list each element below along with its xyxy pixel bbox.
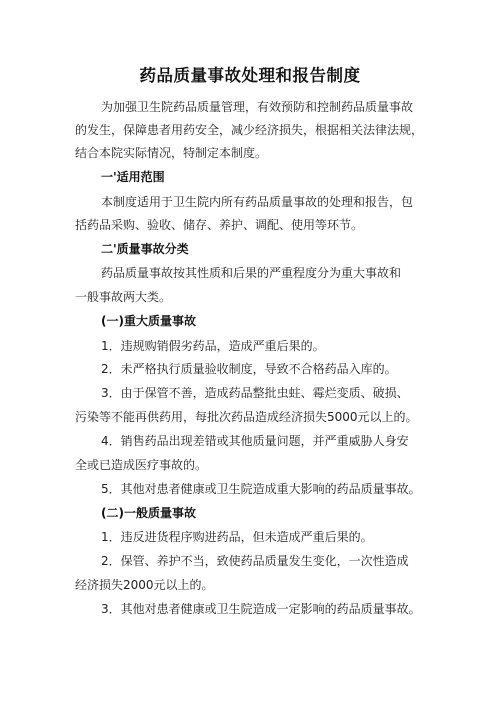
- paragraph-line: 一般事故两大类。: [75, 290, 172, 304]
- intro-line: 为加强卫生院药品质量管理，有效预防和控制药品质量事故: [101, 100, 414, 114]
- list-item-continuation: 污染等不能再供药用，每批次药品造成经济损失5000元以上的。: [75, 410, 418, 424]
- list-item-continuation: 经济损失2000元以上的。: [75, 578, 214, 592]
- list-item: 4．销售药品出现差错或其他质量问题，并严重威胁人身安: [101, 434, 409, 448]
- paragraph-line: 括药品采购、验收、储存、养护、调配、使用等环节。: [75, 218, 364, 232]
- list-item: 3．其他对患者健康或卫生院造成一定影响的药品质量事故。: [101, 602, 421, 616]
- intro-line: 结合本院实际情况，特制定本制度。: [75, 146, 268, 160]
- list-item: 1．违反进货程序购进药品，但未造成严重后果的。: [101, 530, 373, 544]
- paragraph-line: 药品质量事故按其性质和后果的严重程度分为重大事故和: [101, 266, 402, 280]
- list-item: 5．其他对患者健康或卫生院造成重大影响的药品质量事故。: [101, 482, 421, 496]
- intro-line: 的发生，保障患者用药安全，减少经济损失，根据相关法律法规，: [75, 123, 424, 137]
- section-heading-scope: 一'适用范围: [101, 170, 165, 184]
- list-item: 2．保管、养护不当，致使药品质量发生变化，一次性造成: [101, 554, 409, 568]
- section-heading-classification: 二'质量事故分类: [101, 242, 189, 256]
- list-item: 2．未严格执行质量验收制度，导致不合格药品入库的。: [101, 362, 397, 376]
- list-item: 3．由于保管不善，造成药品整批虫蛀、霉烂变质、破损、: [101, 386, 409, 400]
- paragraph-line: 本制度适用于卫生院内所有药品质量事故的处理和报告，包: [101, 195, 414, 209]
- subsection-heading-general: (二)一般质量事故: [101, 506, 196, 520]
- subsection-heading-major: (一)重大质量事故: [101, 314, 196, 328]
- document-title: 药品质量事故处理和报告制度: [139, 66, 361, 85]
- list-item-continuation: 全或已造成医疗事故的。: [75, 458, 208, 472]
- list-item: 1．违规购销假劣药品，造成严重后果的。: [101, 339, 325, 353]
